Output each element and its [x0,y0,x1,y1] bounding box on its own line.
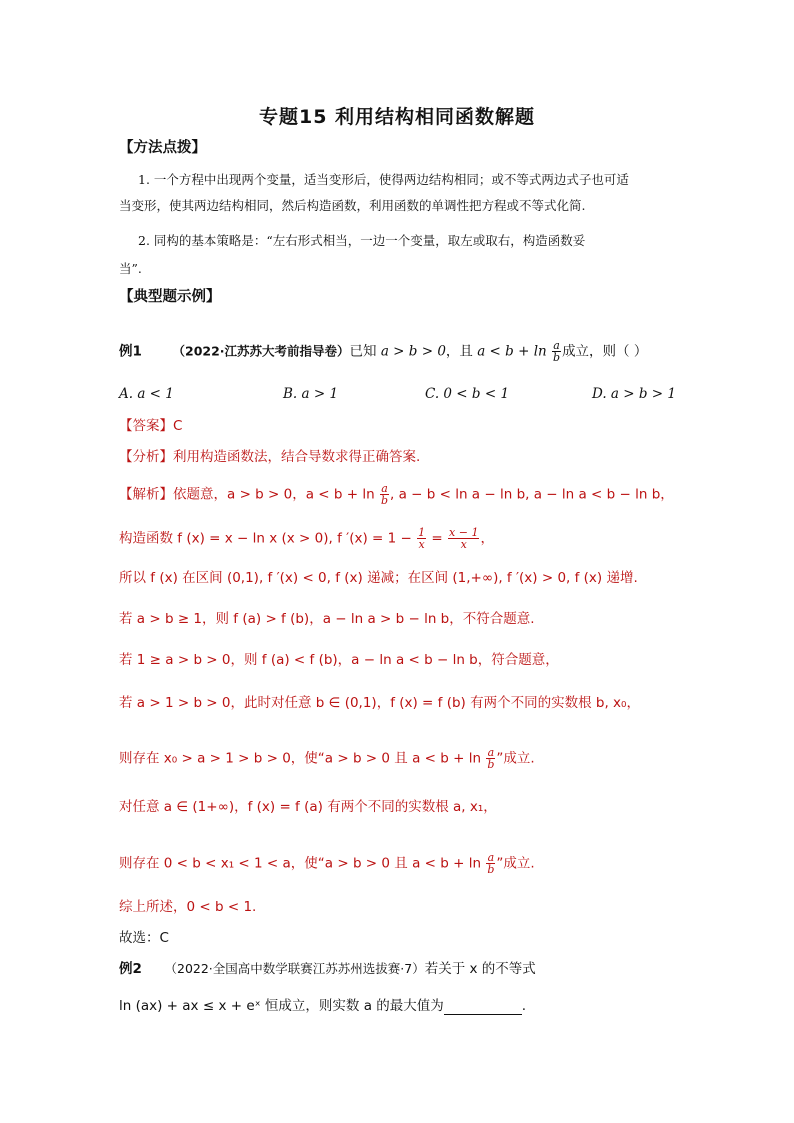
choice-b[interactable]: B. a > 1 [283,386,339,402]
solution-line-7 [119,747,535,770]
fraction-numerator: a [487,851,495,864]
solution-text: ”成立. [496,750,535,767]
choice-a[interactable]: A. a < 1 [119,386,174,402]
analysis-line: 【分析】利用构造函数法，结合导数求得正确答案. [119,449,421,465]
solution-text: 则存在 0 < b < x₁ < 1 < a，使“a > b > 0 且 a < b + ln [119,855,482,872]
solution-line-5: 若 1 ≥ a > b > 0，则 f (a) < f (b)，a − ln a < b − ln b，符合题意， [119,652,559,668]
fraction-numerator: x − 1 [449,526,479,539]
fraction-a-over-b [380,483,389,506]
solution-line-3: 所以 f (x) 在区间 (0,1), f ′(x) < 0, f (x) 递减；在区间 (1,+∞), f ′(x) > 0, f (x) 递增. [119,570,638,586]
method-point-1-cont: 当变形，使其两边结构相同，然后构造函数，利用函数的单调性把方程或不等式化简. [119,198,586,213]
choice-d[interactable]: D. a > b > 1 [592,386,676,402]
method-point-2: 2. 同构的基本策略是：“左右形式相当，一边一个变量，取左或取右，构造函数妥 [138,233,586,248]
solution-text: 则存在 x₀ > a > 1 > b > 0，使“a > b > 0 且 a < b + ln [119,750,482,767]
answer-blank[interactable] [444,1000,522,1015]
fraction-denominator: b [487,758,495,771]
solution-text: , a − b < ln a − ln b, a − ln a < b − ln b， [390,486,674,503]
fraction-numerator: a [381,482,388,495]
fraction-denominator: x [460,538,467,551]
fraction-1-over-x [417,527,426,550]
example2-stem-2: ln (ax) + ax ≤ x + eˣ 恒成立，则实数 a 的最大值为 [119,998,444,1014]
fraction-a-over-b [552,340,561,363]
section-examples-heading: 【典型题示例】 [119,289,221,305]
fraction-a-over-b [486,852,495,875]
fraction-denominator: b [553,351,561,364]
page-title: 专题15 利用结构相同函数解题 [258,106,536,128]
example1-condition: a > b > 0 [380,343,446,360]
solution-line-2 [119,527,494,550]
solution-line-6: 若 a > 1 > b > 0，此时对任意 b ∈ (0,1)，f (x) = f (b) 有两个不同的实数根 b, x₀， [119,695,640,711]
answer-line: 【答案】C [119,418,183,434]
example1-source: （2022·江苏苏大考前指导卷） [172,343,350,359]
solution-text: ， [480,530,494,547]
solution-text: ”成立. [496,855,535,872]
example1-stem-mid: ，且 [445,343,473,360]
method-point-1: 1. 一个方程中出现两个变量，适当变形后，使得两边结构相同；或不等式两边式子也可适 [138,172,629,187]
example1-stem-post: 成立，则（ ） [562,343,648,360]
example1-stem-pre: 已知 [349,343,377,360]
example2-stem-1: 若关于 x 的不等式 [424,961,536,977]
example1-label: 例1 [119,343,142,360]
choice-c[interactable]: C. 0 < b < 1 [425,386,510,402]
example2-label: 例2 [119,961,142,977]
solution-line-4: 若 a > b ≥ 1，则 f (a) > f (b)，a − ln a > b − ln b，不符合题意. [119,611,535,627]
example2-stem-line2 [119,997,526,1015]
fraction-denominator: x [418,538,425,551]
example2-stem-end: . [521,998,527,1014]
solution-line-9 [119,852,535,875]
solution-summary: 综上所述，0 < b < 1. [119,899,257,915]
example2-stem [119,960,536,978]
example2-source: （2022·全国高中数学联赛江苏苏州选拔赛·7） [164,961,425,976]
fraction-a-over-b [486,747,495,770]
section-method-heading: 【方法点拨】 [119,140,206,156]
solution-line-1 [119,483,674,506]
method-point-2-cont: 当”. [119,261,142,276]
fraction-numerator: 1 [418,526,426,539]
fraction-denominator: b [487,863,495,876]
solution-text: 构造函数 f (x) = x − ln x (x > 0), f ′(x) = 1 − [119,530,412,547]
fraction-denominator: b [380,494,388,507]
fraction-numerator: a [487,746,495,759]
solution-text: 【解析】依题意，a > b > 0，a < b + ln [119,486,375,503]
solution-line-8: 对任意 a ∈ (1+∞)，f (x) = f (a) 有两个不同的实数根 a, x₁， [119,799,497,815]
example1-stem [119,340,647,363]
fraction-numerator: a [553,339,560,352]
solution-text: = [427,530,443,547]
fraction-xm1-over-x [448,527,479,550]
example1-inequality: a < b + ln [477,343,547,360]
final-choice: 故选：C [119,930,169,946]
